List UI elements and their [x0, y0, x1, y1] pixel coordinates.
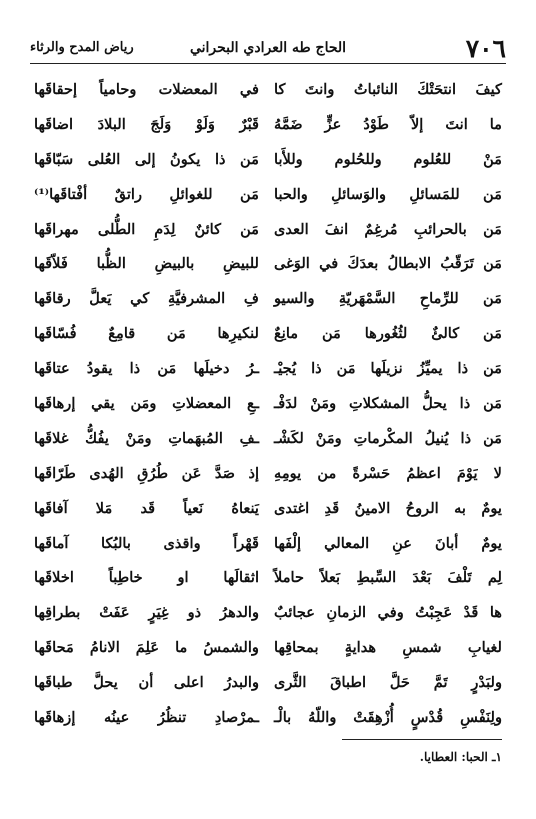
verse-first-hemistich: ها قَدْ عَجِبْتُ وفي الزمانِ عجائبٌ	[274, 604, 502, 622]
verse-line	[0, 460, 536, 495]
header-divider	[30, 63, 506, 64]
verse-second-hemistich: مَن للغوائلِ راتقٌ أفْتاقَها⁽¹⁾	[34, 185, 259, 203]
verse-line	[0, 425, 536, 460]
verse-line	[0, 634, 536, 669]
verse-second-hemistich: مَن كائنٌ لِدَمِ الطُّلى مهراقَها	[34, 220, 259, 238]
verse-line	[0, 146, 536, 181]
verse-first-hemistich: مَن ذا يحلُّ المشكلاتِ ومَنْ لدَفْـ	[274, 395, 502, 413]
verse-second-hemistich: للبيضِ بالبيضِ الظُّبا فَلاّقَها	[34, 255, 259, 273]
verse-first-hemistich: مَن للرِّماحِ السَّمْهَريّةِ والسيو	[274, 290, 502, 308]
verse-first-hemistich: لِم تَلْفَ بَعْدَ السِّبطِ بَعلاً حاملاً	[274, 569, 502, 587]
verse-second-hemistich: قَبْرٌ وَلَوْ وَلَجَ البلادَ اضاقَها	[34, 115, 259, 133]
verse-first-hemistich: مَن كالئٌ لثُغُورها مَن مانِعٌ	[274, 325, 502, 343]
poem-verses	[0, 76, 536, 739]
verse-second-hemistich: في المعضلات وحامياً إحقاقَها	[34, 81, 259, 98]
verse-second-hemistich: ـعِ المعضلاتِ ومَن يقي إرهاقَها	[34, 395, 259, 413]
verse-first-hemistich: كيفَ انتحَتْكَ النائباتُ وانتَ كا	[274, 81, 502, 98]
verse-second-hemistich: يَنعاهُ نَعياً قَد مَلا آفاقَها	[34, 499, 259, 517]
verse-line	[0, 704, 536, 739]
verse-line	[0, 216, 536, 251]
verse-line	[0, 495, 536, 530]
verse-second-hemistich: والبدرُ اعلى أن يحلَّ طباقَها	[34, 674, 259, 692]
verse-first-hemistich: ما انتَ إلاّ طَوْدُ عزٍّ ضَمَّهُ	[274, 115, 502, 133]
verse-second-hemistich: والدهرُ ذو غِيَرٍ عَفَتْ بطراقِها	[34, 604, 259, 622]
author-title: الحاج طه العرادي البحراني	[189, 40, 347, 56]
verse-second-hemistich: مَن ذا يكونُ إلى العُلى سَبّاقَها	[34, 150, 259, 168]
verse-line	[0, 530, 536, 565]
verse-second-hemistich: ـفِ المُبهَماتِ ومَنْ يفُكُّ غلاقَها	[34, 429, 259, 447]
verse-first-hemistich: يومٌ أبانَ عنِ المعالي إلْفَها	[274, 534, 502, 552]
verse-second-hemistich: والشمسُ ما عَلِمَ الانامُ مَحاقَها	[34, 639, 259, 657]
verse-second-hemistich: ـرُ دخيلَها مَن ذا يقودُ عتاقَها	[34, 360, 259, 378]
book-title: رياض المدح والرثاء	[30, 40, 134, 55]
verse-line	[0, 564, 536, 599]
verse-first-hemistich: يومٌ به الروحُ الامينُ قَدِ اغتدى	[274, 499, 502, 517]
verse-line	[0, 285, 536, 320]
verse-first-hemistich: مَن ذا يميِّزُ نزيلَها مَن ذا يُجيْـ	[274, 360, 502, 378]
page-number: ٧٠٦	[465, 34, 506, 63]
verse-line	[0, 355, 536, 390]
verse-second-hemistich: قَهْراً واقذى بالبُكا آماقَها	[34, 534, 259, 552]
verse-line	[0, 669, 536, 704]
verse-line	[0, 181, 536, 216]
verse-first-hemistich: مَنْ للعُلوم وللحُلوم وللأَبا	[274, 150, 502, 168]
verse-first-hemistich: مَن بالحرائبِ مُرغِمٌ انفَ العدى	[274, 220, 502, 238]
verse-first-hemistich: مَن ذا يُنيلُ المكْرماتِ ومَنْ لكَشْـ	[274, 429, 502, 447]
verse-line	[0, 599, 536, 634]
verse-first-hemistich: مَن تَرَقّبُ الابطالُ بعدَكَ في الوَغى	[274, 255, 502, 273]
footnote-divider	[342, 739, 502, 740]
verse-first-hemistich: ولِنَفْسِ قُدْسٍ أُزْهِقَتْ واللّهُ بالْـ	[274, 709, 502, 727]
verse-first-hemistich: لا يَوْمَ اعظمُ حَسْرةً من يومِهِ	[274, 464, 502, 482]
verse-first-hemistich: مَن للمَسائلِ والوَسائلِ والحبا	[274, 185, 502, 203]
verse-line	[0, 390, 536, 425]
verse-first-hemistich: لغيابِ شمسِ هدايةٍ بمحاقِها	[274, 639, 502, 657]
verse-second-hemistich: إذ صَدَّ عَن طُرُقِ الهُدى طَرّاقَها	[34, 464, 259, 482]
footnote: ١ـ الحبا: العطايا.	[419, 750, 502, 764]
verse-line	[0, 76, 536, 111]
verse-line	[0, 111, 536, 146]
verse-second-hemistich: اثقالَها او خاطِباً اخلاقَها	[34, 569, 259, 587]
verse-line	[0, 250, 536, 285]
verse-second-hemistich: لنكيرِها مَن قامِعٌ فُسّاقَها	[34, 325, 259, 343]
verse-second-hemistich: ـمرْصادِ تنظُرُ عينُه إزهاقَها	[34, 709, 259, 727]
page-header	[30, 30, 506, 70]
verse-line	[0, 320, 536, 355]
verse-first-hemistich: ولبَدْرٍ تَمَّ حَلَّ اطباقَ الثَّرى	[274, 674, 502, 692]
verse-second-hemistich: فِ المشرفيَّةِ كي يَعلَّ رقاقَها	[34, 290, 259, 308]
